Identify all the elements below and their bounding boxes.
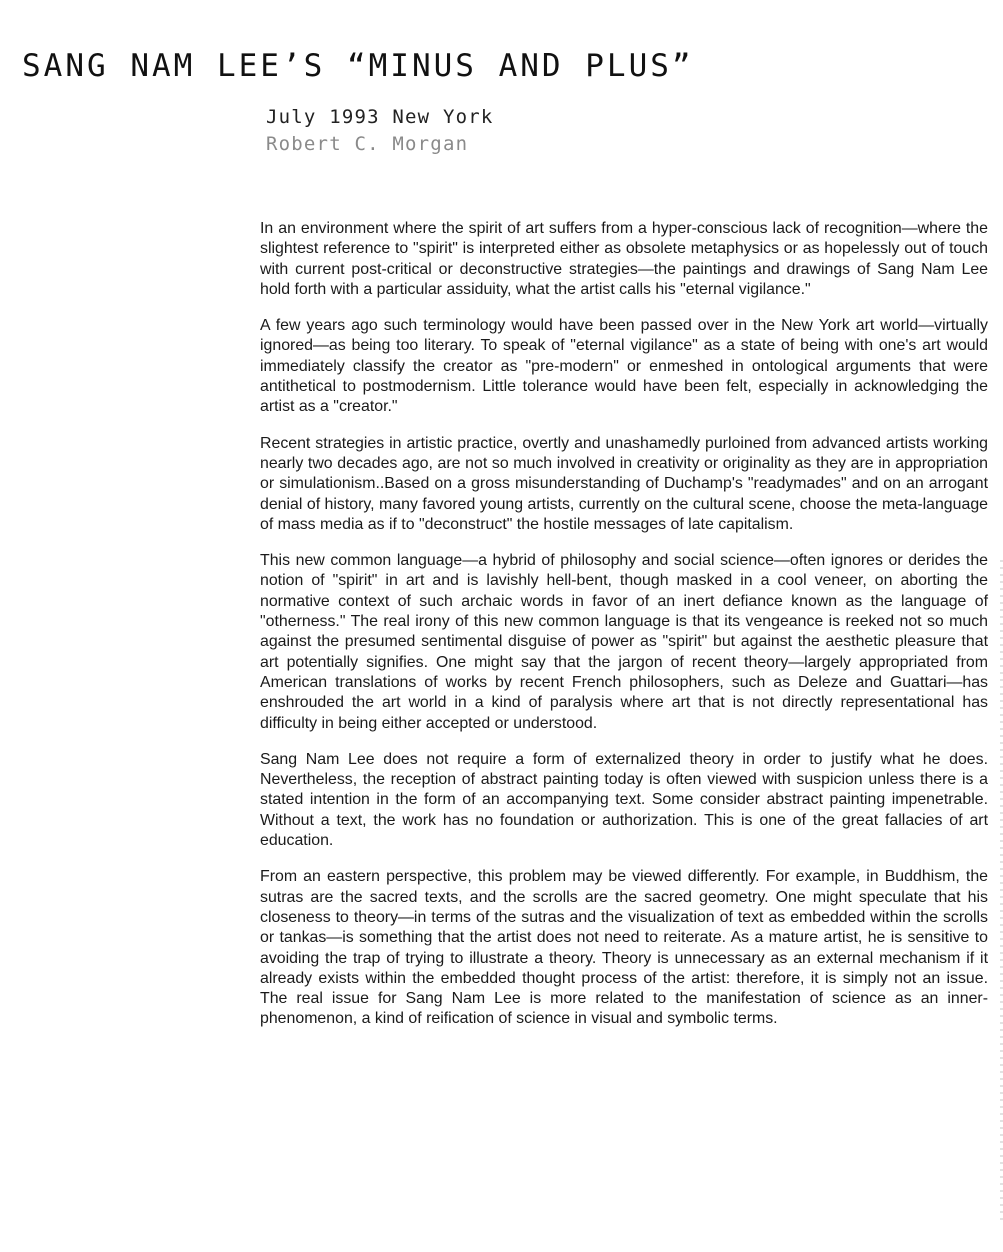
dateline: July 1993 New York	[266, 106, 494, 128]
author-name: Robert C. Morgan	[266, 133, 469, 155]
body-paragraph: In an environment where the spirit of art suffers from a hyper-conscious lack of recognition—where the slightest reference to "spirit" is interpreted either as obsolete metaphysics or as hopelessly out of touch with current post-critical or deconstructive strategies—the paintings and drawings of Sang Nam Lee hold forth with a particular assiduity, what the artist calls his "eternal vigilance."	[260, 220, 988, 298]
article-body	[260, 219, 988, 1046]
body-paragraph: From an eastern perspective, this problem may be viewed differently. For example, in Buddhism, the sutras are the sacred texts, and the scrolls are the sacred geometry. One might speculate that his closeness to theory—in terms of the sutras and the visualization of text as embedded within the scrolls or tankas—is something that the artist does not need to reiterate. As a mature artist, he is sensitive to avoiding the trap of trying to illustrate a theory. Theory is unnecessary as an external mechanism if it already exists within the embedded thought process of the artist: therefore, it is simply not an issue. The real issue for Sang Nam Lee is more related to the manifestation of science as an inner-phenomenon, a kind of reification of science in visual and symbolic terms.	[260, 868, 988, 1028]
body-paragraph: A few years ago such terminology would have been passed over in the New York art world—virtually ignored—as being too literary. To speak of "eternal vigilance" as a state of being with one's art would immediately classify the creator as "pre-modern" or enmeshed in ontological arguments that were antithetical to postmodernism. Little tolerance would have been felt, especially in acknowledging the artist as a "creator."	[260, 317, 988, 416]
body-paragraph: Recent strategies in artistic practice, overtly and unashamedly purloined from advanced artists working nearly two decades ago, are not so much involved in creativity or originality as they are in appropriation or simulationism..Based on a gross misunderstanding of Duchamp's "readymades" and on an arrogant denial of history, many favored young artists, currently on the cultural scene, choose the meta-language of mass media as if to "deconstruct" the hostile messages of late capitalism.	[260, 434, 988, 533]
article-title: SANG NAM LEE’S “MINUS AND PLUS”	[22, 48, 694, 84]
body-paragraph: Sang Nam Lee does not require a form of externalized theory in order to justify what he does. Nevertheless, the reception of abstract painting today is often viewed with suspicion unless there is a stated intention in the form of an accompanying text. Some consider abstract painting impenetrable. Without a text, the work has no foundation or authorization. This is one of the great fallacies of art education.	[260, 750, 988, 850]
body-paragraph: This new common language—a hybrid of philosophy and social science—often ignores or derides the notion of "spirit" in art and is lavishly hell-bent, though masked in a cool veneer, on aborting the normative context of such archaic words in favor of an inert defiance known as the language of "otherness." The real irony of this new common language is that its vengeance is reeked not so much against the presumed sentimental disguise of power as "spirit" but against the aesthetic pleasure that art potentially signifies. One might say that the jargon of recent theory—largely appropriated from American translations of works by recent French philosophers, such as Deleze and Guattari—has enshrouded the art world in a kind of paralysis where art that is not directly representational has difficulty in being either accepted or understood.	[260, 552, 988, 732]
